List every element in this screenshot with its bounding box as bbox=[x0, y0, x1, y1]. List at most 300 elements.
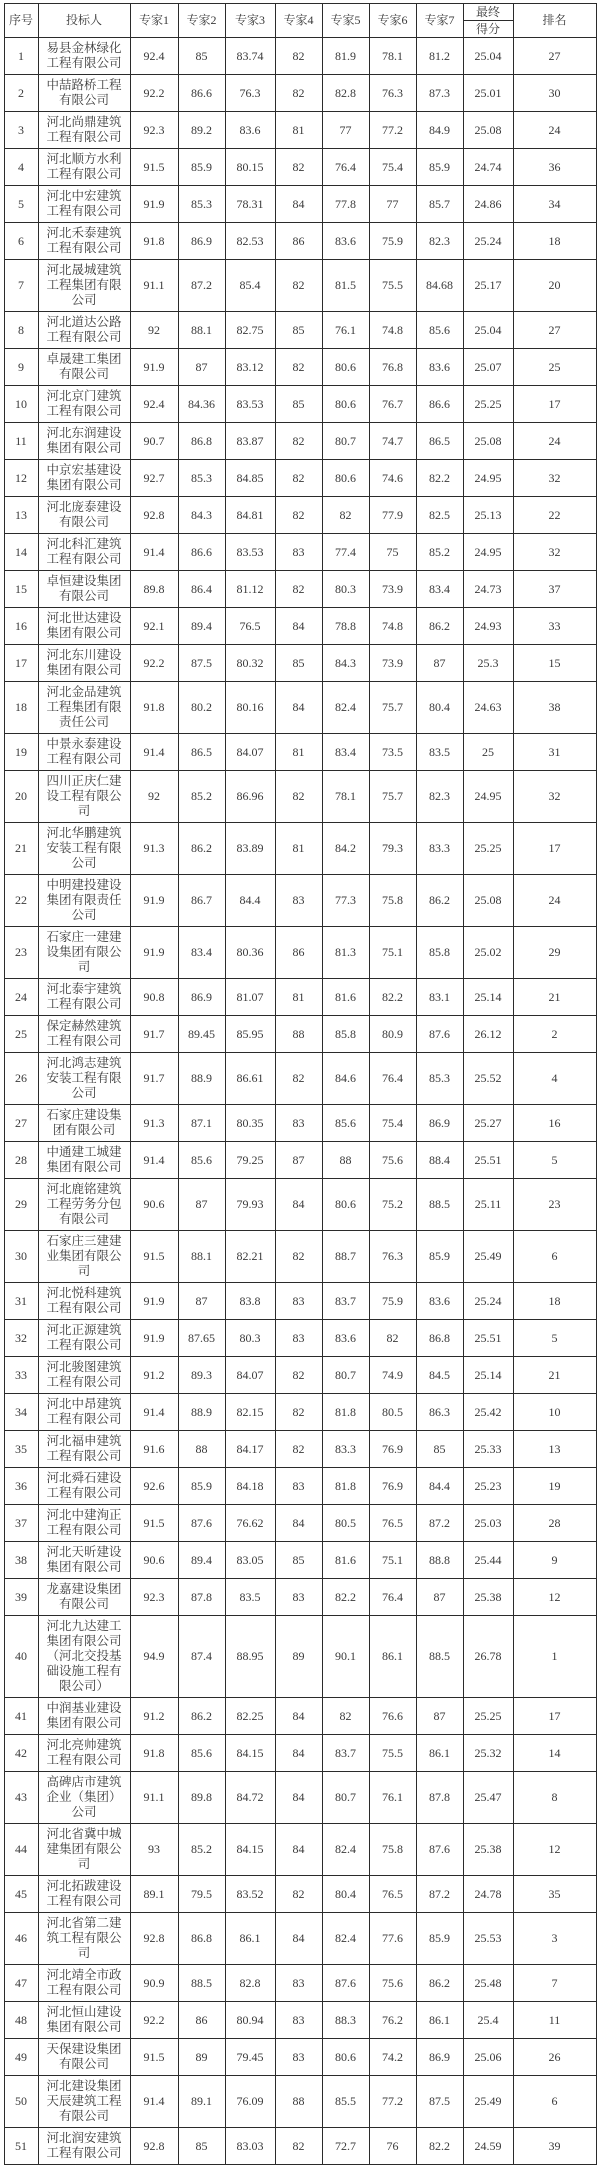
cell-expert6-score: 76.5 bbox=[369, 1876, 416, 1913]
cell-no: 4 bbox=[4, 149, 38, 186]
cell-no: 14 bbox=[4, 534, 38, 571]
cell-bidder: 河北省冀中城建集团有限公司 bbox=[38, 1824, 130, 1876]
cell-rank: 6 bbox=[513, 1231, 596, 1283]
cell-expert1-score: 92.8 bbox=[130, 1913, 178, 1965]
cell-final-score: 25.01 bbox=[463, 75, 513, 112]
cell-expert6-score: 75.5 bbox=[369, 260, 416, 312]
cell-no: 30 bbox=[4, 1231, 38, 1283]
table-row bbox=[4, 497, 596, 534]
cell-expert2-score: 87.2 bbox=[178, 260, 225, 312]
cell-final-score: 25.48 bbox=[463, 1965, 513, 2002]
cell-expert2-score: 86.7 bbox=[178, 875, 225, 927]
cell-expert7-score: 85.3 bbox=[416, 1053, 463, 1105]
cell-final-score: 25.38 bbox=[463, 1579, 513, 1616]
cell-expert6-score: 73.9 bbox=[369, 645, 416, 682]
col-header-no: 序号 bbox=[4, 4, 38, 38]
cell-expert4-score: 84 bbox=[275, 1179, 322, 1231]
cell-expert3-score: 86.96 bbox=[225, 771, 275, 823]
cell-expert7-score: 87.6 bbox=[416, 1824, 463, 1876]
cell-expert6-score: 76.5 bbox=[369, 1505, 416, 1542]
cell-expert7-score: 88.5 bbox=[416, 1179, 463, 1231]
cell-no: 34 bbox=[4, 1394, 38, 1431]
cell-final-score: 24.95 bbox=[463, 534, 513, 571]
cell-expert2-score: 87.5 bbox=[178, 645, 225, 682]
cell-expert2-score: 89.45 bbox=[178, 1016, 225, 1053]
col-header-expert-3: 专家3 bbox=[225, 4, 275, 38]
cell-final-score: 24.78 bbox=[463, 1876, 513, 1913]
table-row bbox=[4, 1357, 596, 1394]
cell-expert7-score: 86.3 bbox=[416, 1394, 463, 1431]
cell-expert7-score: 82.3 bbox=[416, 223, 463, 260]
cell-rank: 2 bbox=[513, 1016, 596, 1053]
table-row bbox=[4, 423, 596, 460]
table-row bbox=[4, 1772, 596, 1824]
cell-expert4-score: 84 bbox=[275, 1824, 322, 1876]
cell-no: 51 bbox=[4, 2128, 38, 2165]
cell-bidder: 河北尚鼎建筑工程有限公司 bbox=[38, 112, 130, 149]
col-header-expert-1: 专家1 bbox=[130, 4, 178, 38]
cell-expert5-score: 82 bbox=[322, 1698, 369, 1735]
table-row bbox=[4, 2128, 596, 2165]
cell-expert5-score: 80.6 bbox=[322, 1179, 369, 1231]
table-row bbox=[4, 771, 596, 823]
cell-expert6-score: 75.6 bbox=[369, 1142, 416, 1179]
cell-bidder: 河北晟城建筑工程集团有限公司 bbox=[38, 260, 130, 312]
cell-bidder: 河北骏图建筑工程有限公司 bbox=[38, 1357, 130, 1394]
cell-expert2-score: 87.8 bbox=[178, 1579, 225, 1616]
cell-rank: 39 bbox=[513, 2128, 596, 2165]
cell-expert1-score: 91.6 bbox=[130, 1431, 178, 1468]
cell-expert3-score: 82.75 bbox=[225, 312, 275, 349]
cell-rank: 12 bbox=[513, 1824, 596, 1876]
cell-expert7-score: 86.9 bbox=[416, 1105, 463, 1142]
cell-expert5-score: 81.3 bbox=[322, 927, 369, 979]
cell-expert5-score: 80.7 bbox=[322, 1357, 369, 1394]
cell-rank: 20 bbox=[513, 260, 596, 312]
cell-expert2-score: 85.9 bbox=[178, 1468, 225, 1505]
cell-expert7-score: 84.4 bbox=[416, 1468, 463, 1505]
cell-expert6-score: 76.6 bbox=[369, 1698, 416, 1735]
cell-expert6-score: 77.6 bbox=[369, 1913, 416, 1965]
cell-rank: 32 bbox=[513, 460, 596, 497]
cell-bidder: 卓恒建设集团有限公司 bbox=[38, 571, 130, 608]
cell-expert1-score: 92.2 bbox=[130, 75, 178, 112]
cell-expert6-score: 74.2 bbox=[369, 2039, 416, 2076]
cell-final-score: 25.25 bbox=[463, 1698, 513, 1735]
cell-expert6-score: 75.1 bbox=[369, 927, 416, 979]
cell-expert7-score: 82.5 bbox=[416, 497, 463, 534]
cell-rank: 21 bbox=[513, 1357, 596, 1394]
cell-bidder: 高碑店市建筑企业（集团）公司 bbox=[38, 1772, 130, 1824]
cell-expert6-score: 76.4 bbox=[369, 1579, 416, 1616]
cell-bidder: 河北庞泰建设有限公司 bbox=[38, 497, 130, 534]
cell-bidder: 河北正源建筑工程有限公司 bbox=[38, 1320, 130, 1357]
cell-final-score: 25.47 bbox=[463, 1772, 513, 1824]
table-row bbox=[4, 1431, 596, 1468]
cell-expert1-score: 91.4 bbox=[130, 1142, 178, 1179]
cell-expert2-score: 89.3 bbox=[178, 1357, 225, 1394]
cell-no: 9 bbox=[4, 349, 38, 386]
table-row bbox=[4, 2002, 596, 2039]
cell-final-score: 24.59 bbox=[463, 2128, 513, 2165]
cell-rank: 29 bbox=[513, 927, 596, 979]
cell-expert2-score: 88.1 bbox=[178, 1231, 225, 1283]
cell-no: 31 bbox=[4, 1283, 38, 1320]
table-row bbox=[4, 1616, 596, 1698]
cell-expert6-score: 73.5 bbox=[369, 734, 416, 771]
cell-expert3-score: 83.12 bbox=[225, 349, 275, 386]
cell-bidder: 四川正庆仁建设工程有限公司 bbox=[38, 771, 130, 823]
cell-final-score: 24.95 bbox=[463, 460, 513, 497]
cell-no: 1 bbox=[4, 38, 38, 75]
cell-expert6-score: 75.1 bbox=[369, 1542, 416, 1579]
table-row bbox=[4, 349, 596, 386]
cell-rank: 15 bbox=[513, 645, 596, 682]
cell-expert1-score: 92.2 bbox=[130, 2002, 178, 2039]
cell-final-score: 25.13 bbox=[463, 497, 513, 534]
cell-bidder: 河北靖全市政工程有限公司 bbox=[38, 1965, 130, 2002]
cell-expert4-score: 85 bbox=[275, 386, 322, 423]
cell-rank: 30 bbox=[513, 75, 596, 112]
cell-expert7-score: 87.8 bbox=[416, 1772, 463, 1824]
cell-rank: 34 bbox=[513, 186, 596, 223]
cell-bidder: 河北中昂建筑工程有限公司 bbox=[38, 1394, 130, 1431]
cell-expert3-score: 80.35 bbox=[225, 1105, 275, 1142]
cell-no: 29 bbox=[4, 1179, 38, 1231]
table-row bbox=[4, 1283, 596, 1320]
cell-expert3-score: 84.18 bbox=[225, 1468, 275, 1505]
cell-expert3-score: 76.5 bbox=[225, 608, 275, 645]
cell-expert5-score: 78.1 bbox=[322, 771, 369, 823]
cell-expert4-score: 84 bbox=[275, 1913, 322, 1965]
cell-no: 26 bbox=[4, 1053, 38, 1105]
cell-final-score: 25.44 bbox=[463, 1542, 513, 1579]
cell-no: 35 bbox=[4, 1431, 38, 1468]
cell-expert3-score: 82.8 bbox=[225, 1965, 275, 2002]
cell-expert7-score: 86.2 bbox=[416, 875, 463, 927]
cell-expert5-score: 76.1 bbox=[322, 312, 369, 349]
cell-no: 23 bbox=[4, 927, 38, 979]
cell-expert5-score: 82.4 bbox=[322, 682, 369, 734]
cell-no: 25 bbox=[4, 1016, 38, 1053]
cell-expert7-score: 80.4 bbox=[416, 682, 463, 734]
cell-expert1-score: 93 bbox=[130, 1824, 178, 1876]
cell-expert2-score: 88.1 bbox=[178, 312, 225, 349]
cell-expert5-score: 83.6 bbox=[322, 223, 369, 260]
cell-expert1-score: 91.8 bbox=[130, 1735, 178, 1772]
cell-expert7-score: 87.2 bbox=[416, 1505, 463, 1542]
cell-expert7-score: 86.1 bbox=[416, 2002, 463, 2039]
cell-expert1-score: 91.8 bbox=[130, 223, 178, 260]
table-row bbox=[4, 823, 596, 875]
cell-no: 37 bbox=[4, 1505, 38, 1542]
cell-expert5-score: 77 bbox=[322, 112, 369, 149]
cell-expert4-score: 83 bbox=[275, 2039, 322, 2076]
table-row bbox=[4, 1824, 596, 1876]
cell-expert7-score: 88.4 bbox=[416, 1142, 463, 1179]
cell-expert6-score: 76.3 bbox=[369, 1231, 416, 1283]
cell-expert5-score: 88.3 bbox=[322, 2002, 369, 2039]
cell-expert4-score: 88 bbox=[275, 2076, 322, 2128]
cell-bidder: 中京宏基建设集团有限公司 bbox=[38, 460, 130, 497]
cell-expert3-score: 83.6 bbox=[225, 112, 275, 149]
cell-no: 2 bbox=[4, 75, 38, 112]
cell-expert7-score: 85.9 bbox=[416, 149, 463, 186]
cell-expert5-score: 85.8 bbox=[322, 1016, 369, 1053]
cell-bidder: 河北福申建筑工程有限公司 bbox=[38, 1431, 130, 1468]
cell-bidder: 河北建设集团天辰建筑工程有限公司 bbox=[38, 2076, 130, 2128]
cell-no: 47 bbox=[4, 1965, 38, 2002]
cell-expert6-score: 82.2 bbox=[369, 979, 416, 1016]
table-row bbox=[4, 1468, 596, 1505]
cell-expert7-score: 84.5 bbox=[416, 1357, 463, 1394]
cell-bidder: 河北禾泰建筑工程有限公司 bbox=[38, 223, 130, 260]
cell-expert2-score: 88.5 bbox=[178, 1965, 225, 2002]
cell-no: 12 bbox=[4, 460, 38, 497]
cell-expert5-score: 84.3 bbox=[322, 645, 369, 682]
cell-expert4-score: 81 bbox=[275, 979, 322, 1016]
cell-expert3-score: 83.53 bbox=[225, 534, 275, 571]
cell-expert6-score: 75.4 bbox=[369, 1105, 416, 1142]
cell-expert7-score: 86.8 bbox=[416, 1320, 463, 1357]
cell-expert2-score: 85.2 bbox=[178, 1824, 225, 1876]
cell-expert1-score: 92.8 bbox=[130, 2128, 178, 2165]
cell-final-score: 25.3 bbox=[463, 645, 513, 682]
cell-expert3-score: 84.07 bbox=[225, 1357, 275, 1394]
cell-expert4-score: 85 bbox=[275, 645, 322, 682]
cell-no: 24 bbox=[4, 979, 38, 1016]
table-row bbox=[4, 979, 596, 1016]
cell-expert7-score: 87 bbox=[416, 1698, 463, 1735]
cell-expert7-score: 82.2 bbox=[416, 2128, 463, 2165]
cell-expert3-score: 76.09 bbox=[225, 2076, 275, 2128]
cell-no: 13 bbox=[4, 497, 38, 534]
cell-expert7-score: 85.6 bbox=[416, 312, 463, 349]
cell-expert5-score: 80.6 bbox=[322, 386, 369, 423]
table-row bbox=[4, 927, 596, 979]
cell-expert6-score: 77.9 bbox=[369, 497, 416, 534]
cell-final-score: 25.17 bbox=[463, 260, 513, 312]
col-header-rank: 排名 bbox=[513, 4, 596, 38]
cell-final-score: 25.53 bbox=[463, 1913, 513, 1965]
table-row bbox=[4, 1876, 596, 1913]
cell-expert6-score: 75.2 bbox=[369, 1179, 416, 1231]
cell-expert2-score: 88.9 bbox=[178, 1394, 225, 1431]
cell-expert1-score: 91.1 bbox=[130, 1772, 178, 1824]
cell-no: 27 bbox=[4, 1105, 38, 1142]
cell-final-score: 24.74 bbox=[463, 149, 513, 186]
cell-expert1-score: 91.3 bbox=[130, 1105, 178, 1142]
table-row bbox=[4, 682, 596, 734]
cell-no: 19 bbox=[4, 734, 38, 771]
cell-expert5-score: 83.7 bbox=[322, 1735, 369, 1772]
cell-expert7-score: 83.6 bbox=[416, 349, 463, 386]
cell-rank: 26 bbox=[513, 2039, 596, 2076]
cell-expert3-score: 80.94 bbox=[225, 2002, 275, 2039]
cell-rank: 31 bbox=[513, 734, 596, 771]
cell-expert3-score: 83.87 bbox=[225, 423, 275, 460]
table-row bbox=[4, 1505, 596, 1542]
cell-expert6-score: 78.1 bbox=[369, 38, 416, 75]
cell-expert7-score: 85.7 bbox=[416, 186, 463, 223]
cell-expert2-score: 87.1 bbox=[178, 1105, 225, 1142]
cell-bidder: 中明建投建设集团有限责任公司 bbox=[38, 875, 130, 927]
cell-expert5-score: 77.8 bbox=[322, 186, 369, 223]
cell-final-score: 25.25 bbox=[463, 386, 513, 423]
cell-expert3-score: 83.52 bbox=[225, 1876, 275, 1913]
cell-expert6-score: 86.1 bbox=[369, 1616, 416, 1698]
cell-expert3-score: 83.5 bbox=[225, 1579, 275, 1616]
cell-expert7-score: 87 bbox=[416, 645, 463, 682]
cell-expert6-score: 82 bbox=[369, 1320, 416, 1357]
cell-expert7-score: 82.3 bbox=[416, 771, 463, 823]
cell-expert2-score: 88.9 bbox=[178, 1053, 225, 1105]
cell-final-score: 25.27 bbox=[463, 1105, 513, 1142]
cell-expert5-score: 83.3 bbox=[322, 1431, 369, 1468]
cell-expert6-score: 77.2 bbox=[369, 2076, 416, 2128]
cell-rank: 37 bbox=[513, 571, 596, 608]
cell-expert2-score: 86 bbox=[178, 2002, 225, 2039]
cell-final-score: 25.08 bbox=[463, 112, 513, 149]
cell-rank: 23 bbox=[513, 1179, 596, 1231]
cell-expert4-score: 81 bbox=[275, 112, 322, 149]
cell-expert1-score: 90.7 bbox=[130, 423, 178, 460]
cell-expert7-score: 82.2 bbox=[416, 460, 463, 497]
table-row bbox=[4, 1698, 596, 1735]
cell-expert5-score: 77.4 bbox=[322, 534, 369, 571]
table-row bbox=[4, 2039, 596, 2076]
cell-expert3-score: 79.45 bbox=[225, 2039, 275, 2076]
cell-expert5-score: 84.2 bbox=[322, 823, 369, 875]
cell-rank: 24 bbox=[513, 875, 596, 927]
header-row bbox=[4, 4, 596, 38]
cell-expert4-score: 87 bbox=[275, 1142, 322, 1179]
cell-expert6-score: 75.7 bbox=[369, 682, 416, 734]
cell-no: 28 bbox=[4, 1142, 38, 1179]
cell-expert5-score: 85.5 bbox=[322, 2076, 369, 2128]
cell-expert4-score: 86 bbox=[275, 223, 322, 260]
cell-bidder: 河北世达建设集团有限公司 bbox=[38, 608, 130, 645]
col-header-expert-2: 专家2 bbox=[178, 4, 225, 38]
cell-expert7-score: 86.2 bbox=[416, 1965, 463, 2002]
cell-expert6-score: 74.6 bbox=[369, 460, 416, 497]
col-header-bidder: 投标人 bbox=[38, 4, 130, 38]
cell-rank: 11 bbox=[513, 2002, 596, 2039]
cell-expert7-score: 83.6 bbox=[416, 1283, 463, 1320]
cell-bidder: 河北金品建筑工程集团有限责任公司 bbox=[38, 682, 130, 734]
cell-expert5-score: 85.6 bbox=[322, 1105, 369, 1142]
cell-no: 50 bbox=[4, 2076, 38, 2128]
cell-final-score: 25.08 bbox=[463, 875, 513, 927]
cell-expert3-score: 83.8 bbox=[225, 1283, 275, 1320]
cell-expert7-score: 86.9 bbox=[416, 2039, 463, 2076]
cell-rank: 36 bbox=[513, 149, 596, 186]
cell-expert6-score: 76.9 bbox=[369, 1431, 416, 1468]
cell-expert1-score: 91.4 bbox=[130, 1394, 178, 1431]
cell-expert4-score: 89 bbox=[275, 1616, 322, 1698]
cell-expert3-score: 84.81 bbox=[225, 497, 275, 534]
cell-expert3-score: 84.72 bbox=[225, 1772, 275, 1824]
cell-expert3-score: 80.36 bbox=[225, 927, 275, 979]
cell-expert6-score: 75.9 bbox=[369, 1283, 416, 1320]
cell-expert3-score: 80.16 bbox=[225, 682, 275, 734]
cell-expert4-score: 82 bbox=[275, 571, 322, 608]
cell-expert5-score: 82 bbox=[322, 497, 369, 534]
table-row bbox=[4, 112, 596, 149]
cell-final-score: 25.24 bbox=[463, 1283, 513, 1320]
cell-no: 40 bbox=[4, 1616, 38, 1698]
cell-expert4-score: 82 bbox=[275, 349, 322, 386]
cell-expert2-score: 86.2 bbox=[178, 1698, 225, 1735]
cell-bidder: 河北润安建筑工程有限公司 bbox=[38, 2128, 130, 2165]
cell-expert1-score: 91.4 bbox=[130, 734, 178, 771]
cell-expert7-score: 85.9 bbox=[416, 1231, 463, 1283]
cell-expert2-score: 87 bbox=[178, 1283, 225, 1320]
cell-expert3-score: 82.21 bbox=[225, 1231, 275, 1283]
cell-expert1-score: 91.5 bbox=[130, 1505, 178, 1542]
cell-expert2-score: 89.4 bbox=[178, 608, 225, 645]
cell-expert1-score: 89.8 bbox=[130, 571, 178, 608]
cell-rank: 10 bbox=[513, 1394, 596, 1431]
table-row bbox=[4, 1579, 596, 1616]
cell-expert3-score: 84.15 bbox=[225, 1824, 275, 1876]
cell-final-score: 25.04 bbox=[463, 312, 513, 349]
table-row bbox=[4, 2076, 596, 2128]
cell-bidder: 石家庄三建建业集团有限公司 bbox=[38, 1231, 130, 1283]
cell-expert1-score: 92 bbox=[130, 771, 178, 823]
cell-bidder: 河北顺方水利工程有限公司 bbox=[38, 149, 130, 186]
cell-no: 15 bbox=[4, 571, 38, 608]
cell-rank: 38 bbox=[513, 682, 596, 734]
cell-rank: 17 bbox=[513, 1698, 596, 1735]
cell-bidder: 河北道达公路工程有限公司 bbox=[38, 312, 130, 349]
cell-expert3-score: 84.17 bbox=[225, 1431, 275, 1468]
cell-expert2-score: 85.6 bbox=[178, 1142, 225, 1179]
cell-rank: 17 bbox=[513, 386, 596, 423]
cell-expert2-score: 87 bbox=[178, 1179, 225, 1231]
cell-expert6-score: 75.9 bbox=[369, 223, 416, 260]
cell-expert5-score: 80.6 bbox=[322, 460, 369, 497]
cell-expert3-score: 82.25 bbox=[225, 1698, 275, 1735]
cell-rank: 21 bbox=[513, 979, 596, 1016]
cell-expert6-score: 76.4 bbox=[369, 1053, 416, 1105]
cell-expert2-score: 85 bbox=[178, 2128, 225, 2165]
cell-expert1-score: 91.9 bbox=[130, 349, 178, 386]
cell-expert4-score: 83 bbox=[275, 1468, 322, 1505]
cell-final-score: 25.23 bbox=[463, 1468, 513, 1505]
table-row bbox=[4, 149, 596, 186]
cell-expert6-score: 80.9 bbox=[369, 1016, 416, 1053]
col-header-expert-4: 专家4 bbox=[275, 4, 322, 38]
cell-rank: 25 bbox=[513, 349, 596, 386]
cell-no: 17 bbox=[4, 645, 38, 682]
cell-expert4-score: 82 bbox=[275, 1053, 322, 1105]
cell-expert7-score: 87.2 bbox=[416, 1876, 463, 1913]
cell-expert2-score: 85.2 bbox=[178, 771, 225, 823]
cell-no: 8 bbox=[4, 312, 38, 349]
cell-expert7-score: 85.9 bbox=[416, 1913, 463, 1965]
cell-rank: 33 bbox=[513, 608, 596, 645]
cell-bidder: 石家庄一建建设集团有限公司 bbox=[38, 927, 130, 979]
cell-expert4-score: 84 bbox=[275, 1735, 322, 1772]
cell-expert4-score: 82 bbox=[275, 1357, 322, 1394]
table-row bbox=[4, 386, 596, 423]
cell-expert6-score: 75 bbox=[369, 534, 416, 571]
table-row bbox=[4, 1965, 596, 2002]
cell-final-score: 25.51 bbox=[463, 1142, 513, 1179]
cell-bidder: 中通建工城建集团有限公司 bbox=[38, 1142, 130, 1179]
cell-expert5-score: 81.5 bbox=[322, 260, 369, 312]
